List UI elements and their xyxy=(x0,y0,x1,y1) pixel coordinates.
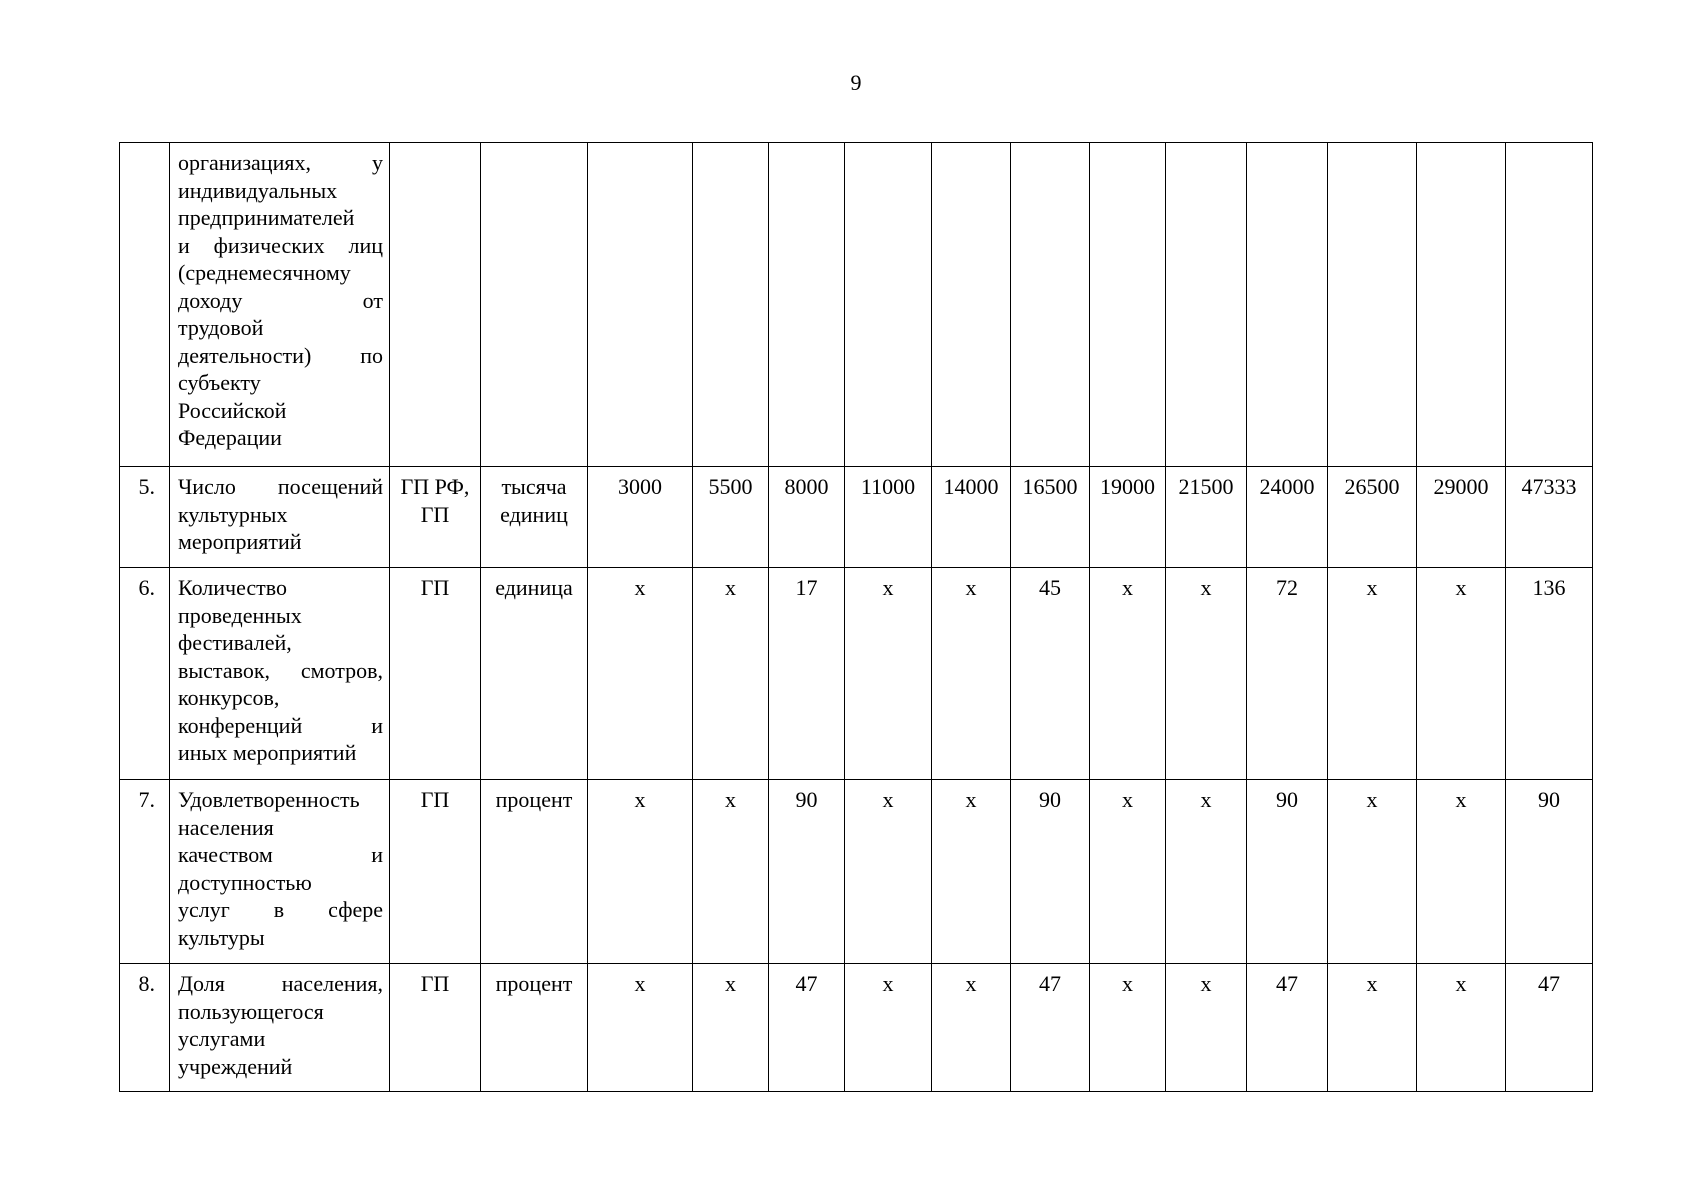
indicator-name-line: трудовой xyxy=(178,315,264,340)
value-cell: 17 xyxy=(769,568,845,780)
indicator-name-line: конкурсов, xyxy=(178,685,280,710)
value-cell: х xyxy=(1090,780,1166,964)
value-cell: 8000 xyxy=(769,467,845,568)
value-cell: х xyxy=(588,964,693,1092)
indicator-name-line: проведенных xyxy=(178,602,302,628)
value-cell: 90 xyxy=(769,780,845,964)
source-cell: ГП xyxy=(390,780,481,964)
indicator-name xyxy=(170,568,390,780)
indicator-name-line: культурных xyxy=(178,501,288,527)
value-cell: х xyxy=(1417,964,1506,1092)
value-cell xyxy=(1011,143,1090,467)
value-cell: х xyxy=(1090,964,1166,1092)
source-cell xyxy=(390,143,481,467)
unit-cell xyxy=(481,143,588,467)
value-cell: 45 xyxy=(1011,568,1090,780)
indicator-name-line: фестивалей, xyxy=(178,630,292,655)
unit-cell: процент xyxy=(481,964,588,1092)
row-number: 6. xyxy=(120,568,170,780)
value-cell: х xyxy=(932,780,1011,964)
value-cell: 14000 xyxy=(932,467,1011,568)
table-row xyxy=(120,467,1593,568)
indicator-name-line: культуры xyxy=(178,924,265,950)
value-cell: 90 xyxy=(1506,780,1593,964)
indicator-name-line: Число посещений xyxy=(178,474,383,499)
value-cell xyxy=(845,143,932,467)
value-cell: 47333 xyxy=(1506,467,1593,568)
indicator-name-line: конференций и xyxy=(178,712,383,738)
value-cell xyxy=(1328,143,1417,467)
table-row xyxy=(120,964,1593,1092)
value-cell: х xyxy=(1166,964,1247,1092)
value-cell: 72 xyxy=(1247,568,1328,780)
table-row xyxy=(120,143,1593,467)
value-cell: 29000 xyxy=(1417,467,1506,568)
value-cell: 11000 xyxy=(845,467,932,568)
value-cell xyxy=(932,143,1011,467)
table-row xyxy=(120,780,1593,964)
indicator-name-line: (среднемесячному xyxy=(178,260,351,285)
table-row xyxy=(120,568,1593,780)
value-cell xyxy=(588,143,693,467)
indicator-name-line: деятельности) по xyxy=(178,342,383,368)
value-cell xyxy=(1090,143,1166,467)
indicator-name-line: и физических лиц xyxy=(178,232,383,258)
value-cell: х xyxy=(845,780,932,964)
indicator-name-line: услугами xyxy=(178,1026,266,1051)
value-cell: х xyxy=(845,964,932,1092)
indicator-name-line: Российской xyxy=(178,397,287,423)
value-cell: 47 xyxy=(769,964,845,1092)
value-cell: 5500 xyxy=(693,467,769,568)
value-cell: 16500 xyxy=(1011,467,1090,568)
indicator-name xyxy=(170,467,390,568)
value-cell: х xyxy=(588,780,693,964)
unit-cell: тысяча единиц xyxy=(481,467,588,568)
indicator-name-line: индивидуальных xyxy=(178,177,338,203)
unit-cell: единица xyxy=(481,568,588,780)
indicator-name-line: доступностью xyxy=(178,869,312,895)
indicator-name-line: учреждений xyxy=(178,1053,293,1079)
value-cell xyxy=(769,143,845,467)
value-cell: 19000 xyxy=(1090,467,1166,568)
source-cell: ГП xyxy=(390,568,481,780)
indicator-name-line: качеством и xyxy=(178,842,383,867)
indicator-name-line: Количество xyxy=(178,575,288,600)
page-number: 9 xyxy=(850,70,862,95)
value-cell: х xyxy=(1328,964,1417,1092)
indicator-name-line: субъекту xyxy=(178,370,261,395)
value-cell: х xyxy=(845,568,932,780)
indicator-name-line: Удовлетворенность xyxy=(178,787,360,812)
value-cell: 47 xyxy=(1506,964,1593,1092)
value-cell: х xyxy=(693,964,769,1092)
value-cell xyxy=(693,143,769,467)
row-number: 5. xyxy=(120,467,170,568)
indicator-name xyxy=(170,964,390,1092)
source-cell: ГП РФ, ГП xyxy=(390,467,481,568)
indicator-name-line: выставок, смотров, xyxy=(178,657,383,683)
value-cell: 90 xyxy=(1247,780,1328,964)
indicators-table xyxy=(119,142,1593,1092)
row-number: 7. xyxy=(120,780,170,964)
value-cell: х xyxy=(693,568,769,780)
value-cell xyxy=(1247,143,1328,467)
indicator-name-line: мероприятий xyxy=(178,529,302,554)
value-cell: 90 xyxy=(1011,780,1090,964)
indicator-name-line: организациях, у xyxy=(178,150,383,175)
indicator-name-line: услуг в сфере xyxy=(178,897,383,922)
value-cell: 136 xyxy=(1506,568,1593,780)
indicator-name-line: Доля населения, xyxy=(178,971,383,996)
value-cell: х xyxy=(693,780,769,964)
value-cell: х xyxy=(1328,568,1417,780)
value-cell: 47 xyxy=(1011,964,1090,1092)
value-cell: х xyxy=(1166,568,1247,780)
value-cell: 26500 xyxy=(1328,467,1417,568)
value-cell: 21500 xyxy=(1166,467,1247,568)
indicator-name-line: доходу от xyxy=(178,287,383,313)
indicator-name xyxy=(170,143,390,467)
value-cell: 24000 xyxy=(1247,467,1328,568)
row-number xyxy=(120,143,170,467)
value-cell: 47 xyxy=(1247,964,1328,1092)
value-cell: х xyxy=(932,568,1011,780)
value-cell: 3000 xyxy=(588,467,693,568)
indicator-name-line: иных мероприятий xyxy=(178,740,357,765)
unit-cell: процент xyxy=(481,780,588,964)
value-cell: х xyxy=(1417,568,1506,780)
indicator-name-line: пользующегося xyxy=(178,998,324,1024)
source-cell: ГП xyxy=(390,964,481,1092)
indicator-name-line: предпринимателей xyxy=(178,205,355,230)
value-cell xyxy=(1506,143,1593,467)
value-cell: х xyxy=(1166,780,1247,964)
value-cell xyxy=(1166,143,1247,467)
value-cell: х xyxy=(932,964,1011,1092)
value-cell: х xyxy=(588,568,693,780)
indicator-name xyxy=(170,780,390,964)
value-cell: х xyxy=(1328,780,1417,964)
row-number: 8. xyxy=(120,964,170,1092)
value-cell: х xyxy=(1417,780,1506,964)
value-cell: х xyxy=(1090,568,1166,780)
indicator-name-line: Федерации xyxy=(178,425,282,450)
indicator-name-line: населения xyxy=(178,814,274,840)
value-cell xyxy=(1417,143,1506,467)
